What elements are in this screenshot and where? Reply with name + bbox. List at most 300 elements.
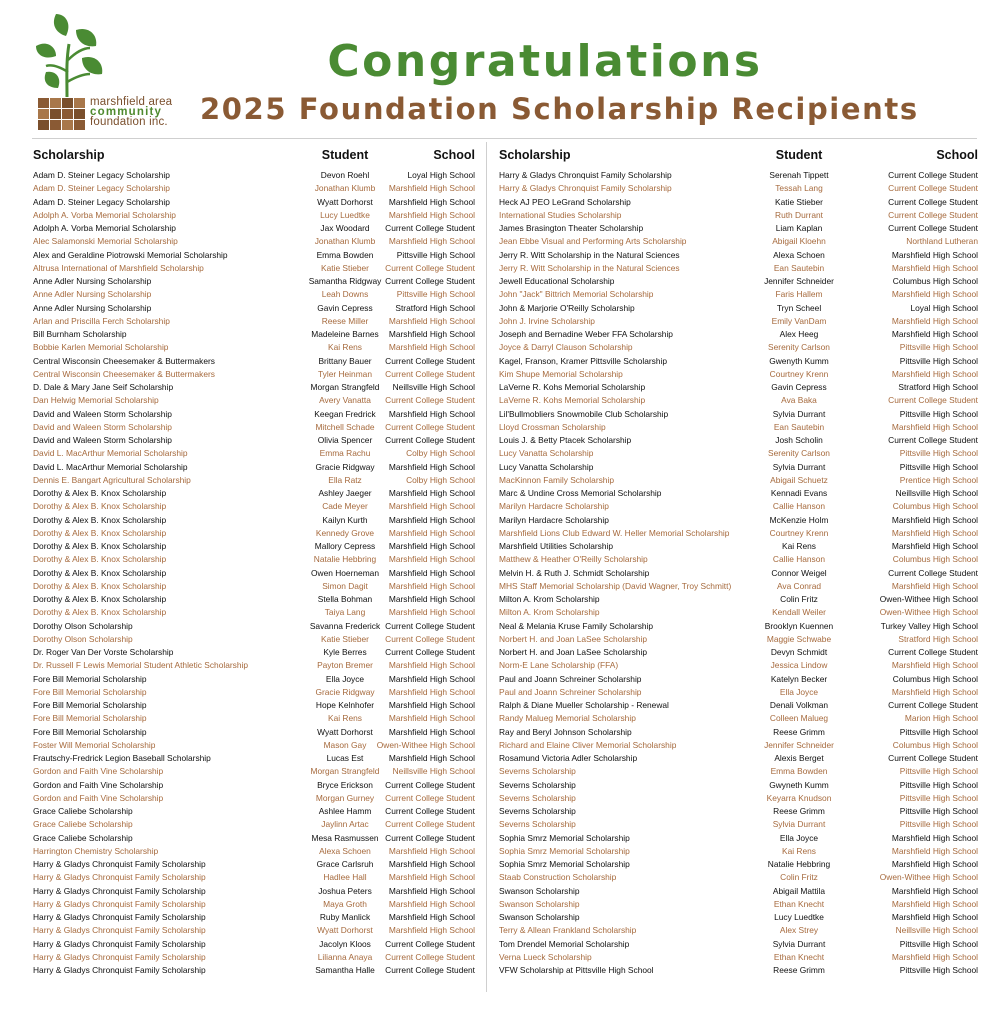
school-name: Columbus High School [892,276,978,286]
student-name: Kendall Weiler [772,607,826,618]
recipient-row [499,779,978,792]
recipient-row [499,169,978,182]
student-name: Lucas Est [326,753,364,763]
scholarship-name: Lloyd Crossman Scholarship [499,421,606,432]
scholarship-name: Kagel, Franson, Kramer Pittsville Scholarship [499,355,668,366]
scholarship-name: Randy Malueg Memorial Scholarship [499,713,636,724]
recipient-row [499,765,978,778]
scholarship-name: Sophia Smrz Memorial Scholarship [499,832,630,843]
school-name: Neillsville High School [895,925,978,936]
scholarship-name: Norm-E Lane Scholarship (FFA) [499,660,619,671]
school-name: Current College Student [385,965,475,975]
page-title: Congratulations [327,36,763,87]
school-name: Current College Student [385,395,475,406]
recipient-row [499,500,978,513]
scholarship-name: Swanson Scholarship [499,885,580,896]
school-name: Marshfield High School [891,898,978,909]
recipient-row [499,818,978,831]
recipient-row [499,567,978,580]
school-name: Current College Student [385,951,475,962]
recipient-row [33,394,475,407]
recipient-row [499,447,978,460]
school-name: Marshfield High School [891,859,978,869]
scholarship-name: Dorothy & Alex B. Knox Scholarship [33,594,167,604]
scholarship-name: Rosamund Victoria Adler Scholarship [499,753,638,763]
school-name: Owen-Withee High School [879,594,978,604]
recipient-row [33,646,475,659]
student-name: Katie Stieber [775,196,823,207]
recipient-row [499,712,978,725]
recipient-row [33,302,475,315]
student-name: Stella Bohman [317,594,373,604]
school-name: Marshfield High School [891,368,978,379]
recipient-row [33,686,475,699]
scholarship-name: Milton A. Krom Scholarship [499,607,600,618]
school-name: Marshfield High School [388,660,475,671]
student-name: Abigail Schuetz [770,474,828,485]
student-name: Morgan Strangfeld [310,766,380,777]
recipient-row [499,302,978,315]
school-name: Pittsville High School [899,461,978,472]
recipient-row [499,355,978,368]
school-name: Stratford High School [898,382,978,392]
recipient-row [33,699,475,712]
page-subtitle: 2025 Foundation Scholarship Recipients [200,92,919,126]
recipient-row [499,381,978,394]
scholarship-name: Verna Lueck Scholarship [499,951,592,962]
student-name: Hadlee Hall [323,872,367,883]
student-name: Hope Kelnhofer [315,700,375,710]
scholarship-name: Gordon and Faith Vine Scholarship [33,792,164,803]
student-name: Ava Conrad [776,580,822,591]
student-name: Callie Hanson [772,554,826,565]
school-name: Pittsville High School [396,249,475,260]
student-name: Wyatt Dorhorst [317,726,373,737]
student-name: Kai Rens [328,713,362,724]
recipient-row [33,818,475,831]
student-name: Morgan Gurney [315,792,375,803]
school-name: Stratford High School [898,633,978,644]
student-name: Reese Grimm [773,965,825,975]
school-name: Marshfield High School [388,196,475,207]
recipient-row [33,673,475,686]
recipient-row [33,792,475,805]
student-name: Lilianna Anaya [317,951,373,962]
student-name: Reese Grimm [773,806,825,816]
recipient-row [33,805,475,818]
recipient-row [499,487,978,500]
student-name: Gracie Ridgway [315,461,375,472]
recipient-row [499,633,978,646]
student-name: Keegan Fredrick [314,408,376,419]
student-name: Kyle Berres [323,647,367,657]
school-name: Marshfield High School [388,700,475,710]
scholarship-name: Matthew & Heather O'Reilly Scholarship [499,554,648,565]
scholarship-name: Tom Drendel Memorial Scholarship [499,938,630,949]
scholarship-name: Dorothy & Alex B. Knox Scholarship [33,541,167,551]
student-name: Jennifer Schneider [764,739,834,750]
scholarship-name: Lucy Vanatta Scholarship [499,448,594,459]
student-name: Courtney Krenn [769,527,829,538]
scholarship-name: Sophia Smrz Memorial Scholarship [499,845,630,856]
student-name: Connor Weigel [771,567,827,578]
scholarship-name: Fore Bill Memorial Scholarship [33,700,147,710]
scholarship-name: Anne Adler Nursing Scholarship [33,276,152,286]
school-name: Marshfield High School [388,885,475,896]
student-name: Payton Bremer [317,660,373,671]
recipient-row [499,527,978,540]
scholarship-name: Heck AJ PEO LeGrand Scholarship [499,196,631,207]
scholarship-name: MHS Staff Memorial Scholarship (David Wagner, Troy Schmitt) [499,580,732,591]
school-name: Marshfield High School [388,501,475,512]
student-name: Gavin Cepress [317,302,373,313]
student-name: Olivia Spencer [317,435,373,445]
school-name: Prentice High School [899,474,978,485]
school-name: Current College Student [385,806,475,816]
school-name: Marshfield High School [388,329,475,339]
recipient-row [33,540,475,553]
scholarship-name: Bill Burnham Scholarship [33,329,127,339]
recipient-row [33,606,475,619]
student-name: Kennadi Evans [770,488,828,498]
recipient-row [499,832,978,845]
recipient-row [33,593,475,606]
school-name: Marshfield High School [388,859,475,869]
scholarship-name: Jean Ebbe Visual and Performing Arts Scholarship [499,236,687,247]
recipient-row [33,474,475,487]
scholarship-name: Harry & Gladys Chronquist Family Scholarship [33,872,206,883]
recipient-row [499,885,978,898]
school-name: Current College Student [385,938,475,949]
scholarship-name: Dorothy & Alex B. Knox Scholarship [33,488,167,498]
school-name: Marshfield High School [388,183,475,194]
student-name: Ava Baka [781,395,817,406]
scholarship-name: Harry & Gladys Chronquist Family Scholarship [33,965,206,975]
school-name: Marshfield High School [388,726,475,737]
school-name: Neillsville High School [392,382,475,392]
school-name: Current College Student [888,567,978,578]
recipient-row [33,328,475,341]
recipient-row [499,726,978,739]
recipient-row [33,567,475,580]
school-name: Marshfield High School [388,342,475,353]
school-name: Marshfield High School [388,580,475,591]
recipient-row [33,858,475,871]
student-name: Morgan Strangfeld [310,382,380,392]
scholarship-name: Harry & Gladys Chronquist Family Scholarship [33,951,206,962]
school-name: Pittsville High School [899,938,978,949]
school-name: Pittsville High School [899,355,978,366]
scholarship-name: Marc & Undine Cross Memorial Scholarship [499,488,662,498]
scholarship-name: John J. Irvine Scholarship [499,315,595,326]
left-column-header [33,148,475,169]
school-name: Pittsville High School [396,289,475,300]
student-name: Colin Fritz [780,872,818,883]
student-name: Samantha Ridgway [308,276,382,286]
student-name: Alex Strey [779,925,819,936]
student-name: Mallory Cepress [314,541,376,551]
scholarship-name: LaVerne R. Kohs Memorial Scholarship [499,382,646,392]
school-name: Pittsville High School [899,779,978,790]
school-name: Marion High School [904,713,978,724]
recipient-row [33,315,475,328]
student-name: Jax Woodard [320,223,370,233]
recipient-row [33,222,475,235]
scholarship-name: Severns Scholarship [499,766,576,777]
recipient-row [499,514,978,527]
school-name: Marshfield High School [388,673,475,684]
scholarship-name: Arlan and Priscilla Ferch Scholarship [33,315,170,326]
school-name: Marshfield High School [891,329,978,339]
scholarship-name: Adam D. Steiner Legacy Scholarship [33,170,170,180]
school-name: Pittsville High School [899,726,978,737]
school-name: Current College Student [888,170,978,180]
student-name: Mason Gay [323,739,367,750]
school-name: Colby High School [406,448,475,459]
student-name: Serenity Carlson [768,448,830,459]
school-name: Marshfield High School [891,885,978,896]
recipient-row [499,845,978,858]
recipient-row [33,951,475,964]
scholarship-name: Central Wisconsin Cheesemaker & Buttermakers [33,355,215,366]
student-name: Emma Bowden [316,249,374,260]
school-name: Current College Student [385,368,475,379]
student-name: Reese Grimm [773,726,825,737]
scholarship-name: Harry & Gladys Chronquist Family Scholarship [499,170,672,180]
school-name: Marshfield High School [891,660,978,671]
school-name: Marshfield High School [891,315,978,326]
student-name: Alexis Berget [774,753,824,763]
recipient-row [33,421,475,434]
scholarship-name: Altrusa International of Marshfield Scholarship [33,262,204,273]
recipient-row [499,686,978,699]
foundation-logo [32,12,202,130]
scholarship-name: Harry & Gladys Chronquist Family Scholarship [33,938,206,949]
scholarship-name: Marshfield Utilities Scholarship [499,541,614,551]
recipient-row [499,898,978,911]
student-name: Sylvia Durrant [772,819,826,830]
recipient-row [499,408,978,421]
scholarship-name: Lil'Bullmobliers Snowmobile Club Scholarship [499,408,669,419]
recipient-row [33,765,475,778]
student-name: Wyatt Dorhorst [317,196,373,207]
student-name: Tessah Lang [775,183,823,194]
scholarship-name: D. Dale & Mary Jane Seif Scholarship [33,382,174,392]
recipient-row [499,394,978,407]
scholarship-name: Joyce & Darryl Clauson Scholarship [499,342,633,353]
school-name: Marshfield High School [388,315,475,326]
student-name: Samantha Halle [315,965,375,975]
student-name: Emma Rachu [319,448,371,459]
school-name: Current College Student [385,647,475,657]
school-name: Current College Student [385,355,475,366]
scholarship-name: Harry & Gladys Chronquist Family Scholarship [499,183,672,194]
scholarship-name: Adam D. Steiner Legacy Scholarship [33,196,170,207]
scholarship-name: Neal & Melania Kruse Family Scholarship [499,620,654,631]
recipient-row [499,434,978,447]
recipient-row [33,408,475,421]
recipient-row [33,832,475,845]
recipient-row [33,182,475,195]
student-name: Grace Carlsruh [316,859,374,869]
right-column-header [499,148,978,169]
scholarship-name: Swanson Scholarship [499,898,580,909]
student-name: Ella Joyce [779,686,819,697]
scholarship-name: Dorothy & Alex B. Knox Scholarship [33,501,167,512]
recipient-row [33,871,475,884]
scholarship-name: Fore Bill Memorial Scholarship [33,686,147,697]
recipient-row [499,580,978,593]
recipient-row [499,222,978,235]
scholarship-name: Louis J. & Betty Ptacek Scholarship [499,435,632,445]
scholarship-name: Dorothy & Alex B. Knox Scholarship [33,580,167,591]
student-name: Alex Heeg [779,329,819,339]
scholarship-name: Dorothy Olson Scholarship [33,620,133,631]
column-divider [486,142,487,992]
school-name: Marshfield High School [891,686,978,697]
school-name: Current College Student [888,223,978,233]
school-name: Turkey Valley High School [880,620,978,631]
school-name: Current College Student [888,700,978,710]
student-name: Ruby Manlick [319,912,371,922]
student-name: Devon Roehl [320,170,370,180]
student-name: Liam Kaplan [775,223,823,233]
student-name: Callie Hanson [772,501,826,512]
recipient-row [499,911,978,924]
scholarship-name: Anne Adler Nursing Scholarship [33,289,152,300]
student-name: Tryn Scheel [776,302,822,313]
recipient-row [33,447,475,460]
school-name: Owen-Withee High School [376,739,475,750]
student-name: Jennifer Schneider [764,276,834,286]
header-divider [32,138,977,139]
school-name: Marshfield High School [388,527,475,538]
student-name: Devyn Schmidt [770,647,828,657]
school-name: Current College Student [385,262,475,273]
student-name: Courtney Krenn [769,368,829,379]
scholarship-name: David L. MacArthur Memorial Scholarship [33,448,188,459]
school-name: Current College Student [888,196,978,207]
recipient-row [499,593,978,606]
school-name: Pittsville High School [899,806,978,816]
recipient-row [499,461,978,474]
school-name: Neillsville High School [392,766,475,777]
school-name: Marshfield High School [891,527,978,538]
recipient-row [33,355,475,368]
logo-line-1: marshfield area [90,96,173,108]
recipient-row [33,487,475,500]
recipient-row [499,421,978,434]
school-name: Stratford High School [395,302,475,313]
school-name: Pittsville High School [899,819,978,830]
school-name: Marshfield High School [388,872,475,883]
recipient-row [499,646,978,659]
scholarship-name: Adolph A. Vorba Memorial Scholarship [33,223,176,233]
school-name: Owen-Withee High School [879,607,978,618]
student-name: Brittany Bauer [318,355,372,366]
student-name: Savanna Frederick [309,620,381,631]
scholarship-name: Dorothy & Alex B. Knox Scholarship [33,567,167,578]
scholarship-name: Swanson Scholarship [499,912,580,922]
student-name: Sylvia Durrant [772,938,826,949]
school-name: Marshfield High School [388,898,475,909]
scholarship-name: Severns Scholarship [499,806,576,816]
scholarship-name: Severns Scholarship [499,792,576,803]
recipient-row [499,288,978,301]
student-name: Kai Rens [782,541,816,551]
school-name: Marshfield High School [388,567,475,578]
recipient-row [499,871,978,884]
recipient-row [33,726,475,739]
student-name: Alexa Schoen [319,845,371,856]
student-name: Wyatt Dorhorst [317,925,373,936]
student-name: Leah Downs [321,289,369,300]
student-name: Katelyn Becker [770,673,828,684]
logo-wordmark [90,97,172,127]
student-name: Lucy Luedtke [320,209,370,220]
student-name: Jonathan Klumb [314,236,376,247]
scholarship-name: Lucy Vanatta Scholarship [499,461,594,472]
student-name: Jacolyn Kloos [319,938,371,949]
recipient-row [499,858,978,871]
school-name: Loyal High School [407,170,475,180]
student-name: Ean Sautebin [773,262,825,273]
recipient-row [33,752,475,765]
logo-line-2: community [90,106,163,118]
scholarship-name: Alec Salamonski Memorial Scholarship [33,236,178,247]
recipient-row [499,249,978,262]
scholarship-name: David L. MacArthur Memorial Scholarship [33,461,188,472]
recipient-row [499,606,978,619]
student-name: Kai Rens [328,342,362,353]
scholarship-name: Harry & Gladys Chronquist Family Scholarship [33,859,206,869]
scholarship-name: Melvin H. & Ruth J. Schmidt Scholarship [499,567,650,578]
scholarship-name: Jewell Educational Scholarship [499,276,615,286]
student-name: Jonathan Klumb [314,183,376,194]
student-name: Serenity Carlson [768,342,830,353]
school-header: School [433,148,475,162]
recipient-row [499,752,978,765]
scholarship-name: Jerry R. Witt Scholarship in the Natural Sciences [499,249,680,260]
student-name: Madeleine Barnes [311,329,379,339]
scholarship-name: Grace Caliebe Scholarship [33,832,133,843]
school-name: Current College Student [385,633,475,644]
recipient-row [33,845,475,858]
student-name: Sylvia Durrant [772,461,826,472]
school-name: Current College Student [888,435,978,445]
recipient-row [33,500,475,513]
student-name: Keyarra Knudson [766,792,832,803]
student-name: Kailyn Kurth [322,514,368,525]
scholarship-name: John & Marjorie O'Reilly Scholarship [499,302,635,313]
school-name: Current College Student [385,435,475,445]
student-name: Natalie Hebbring [313,554,377,565]
scholarship-name: Anne Adler Nursing Scholarship [33,302,152,313]
scholarship-name: Norbert H. and Joan LaSee Scholarship [499,647,648,657]
scholarship-name: Gordon and Faith Vine Scholarship [33,779,164,790]
scholarship-name: Paul and Joann Schreiner Scholarship [499,686,642,697]
recipient-row [33,739,475,752]
recipient-row [33,461,475,474]
school-header: School [936,148,978,162]
student-name: Mesa Rasmussen [311,832,379,843]
school-name: Marshfield High School [388,209,475,220]
student-name: Maggie Schwabe [766,633,832,644]
school-name: Pittsville High School [899,342,978,353]
scholarship-name: David and Waleen Storm Scholarship [33,408,172,419]
recipient-row [499,540,978,553]
school-name: Current College Student [888,183,978,194]
